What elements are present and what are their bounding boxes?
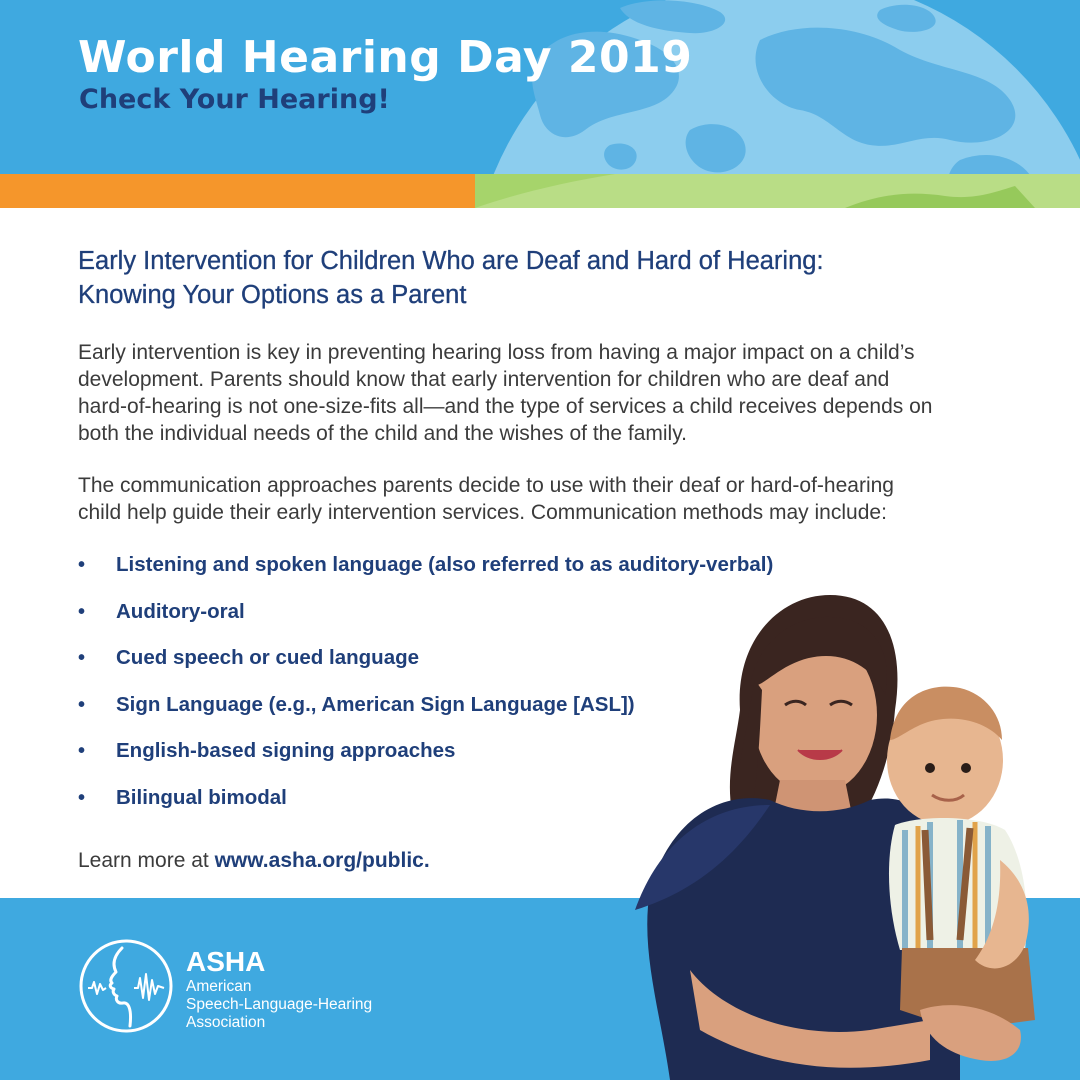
learn-more-text — [78, 846, 430, 876]
org-name-line: Speech-Language-Hearing — [186, 996, 373, 1013]
bullet-icon: • — [78, 600, 86, 623]
article-heading-line: Early Intervention for Children Who are Deaf and Hard of Hearing: — [78, 247, 824, 275]
intro-paragraph — [78, 339, 1038, 447]
bullet-icon: • — [78, 647, 86, 669]
paragraph-line: The communication approaches parents decide to use with their deaf or hard-of-hearing — [78, 474, 894, 497]
bullet-icon: • — [78, 693, 86, 716]
paragraph-line: development. Parents should know that early intervention for children who are deaf and — [78, 368, 890, 391]
method-label: Sign Language (e.g., American Sign Language [ASL]) — [116, 692, 635, 716]
mother-and-baby-photo — [630, 590, 1080, 1080]
org-full-name — [186, 978, 372, 1032]
green-stripe — [475, 174, 1080, 208]
paragraph-line: Early intervention is key in preventing hearing loss from having a major impact on a child’s — [78, 341, 915, 364]
land-stripe-icon — [475, 174, 1080, 208]
bullet-icon: • — [78, 786, 86, 809]
learn-more-prefix: Learn more at — [78, 849, 215, 872]
banner-title: World Hearing Day 2019 — [78, 32, 693, 83]
bullet-icon: • — [78, 740, 86, 762]
method-label: Listening and spoken language (also referred to as auditory-verbal) — [116, 553, 774, 576]
learn-more-link[interactable]: www.asha.org/public. — [214, 849, 430, 872]
article-heading — [78, 244, 998, 312]
method-label: Auditory-oral — [116, 599, 245, 623]
banner-subtitle: Check Your Hearing! — [79, 84, 390, 115]
article-heading-line: Knowing Your Options as a Parent — [78, 281, 467, 309]
bullet-icon: • — [78, 554, 86, 576]
method-label: English-based signing approaches — [116, 739, 456, 762]
org-name-line: Association — [186, 1014, 266, 1031]
method-label: Cued speech or cued language — [116, 646, 420, 669]
paragraph-line: both the individual needs of the child and the wishes of the family. — [78, 422, 687, 445]
header-banner — [0, 0, 1080, 174]
org-name-line: American — [186, 978, 252, 995]
paragraph-line: child help guide their early intervention services. Communication methods may include: — [78, 501, 887, 524]
communication-paragraph — [78, 472, 1038, 526]
orange-stripe — [0, 174, 475, 208]
paragraph-line: hard-of-hearing is not one-size-fits all—and the type of services a child receives depends on — [78, 395, 933, 418]
method-label: Bilingual bimodal — [116, 785, 287, 809]
org-acronym: ASHA — [186, 946, 266, 977]
asha-profile-soundwave-icon — [78, 938, 174, 1034]
